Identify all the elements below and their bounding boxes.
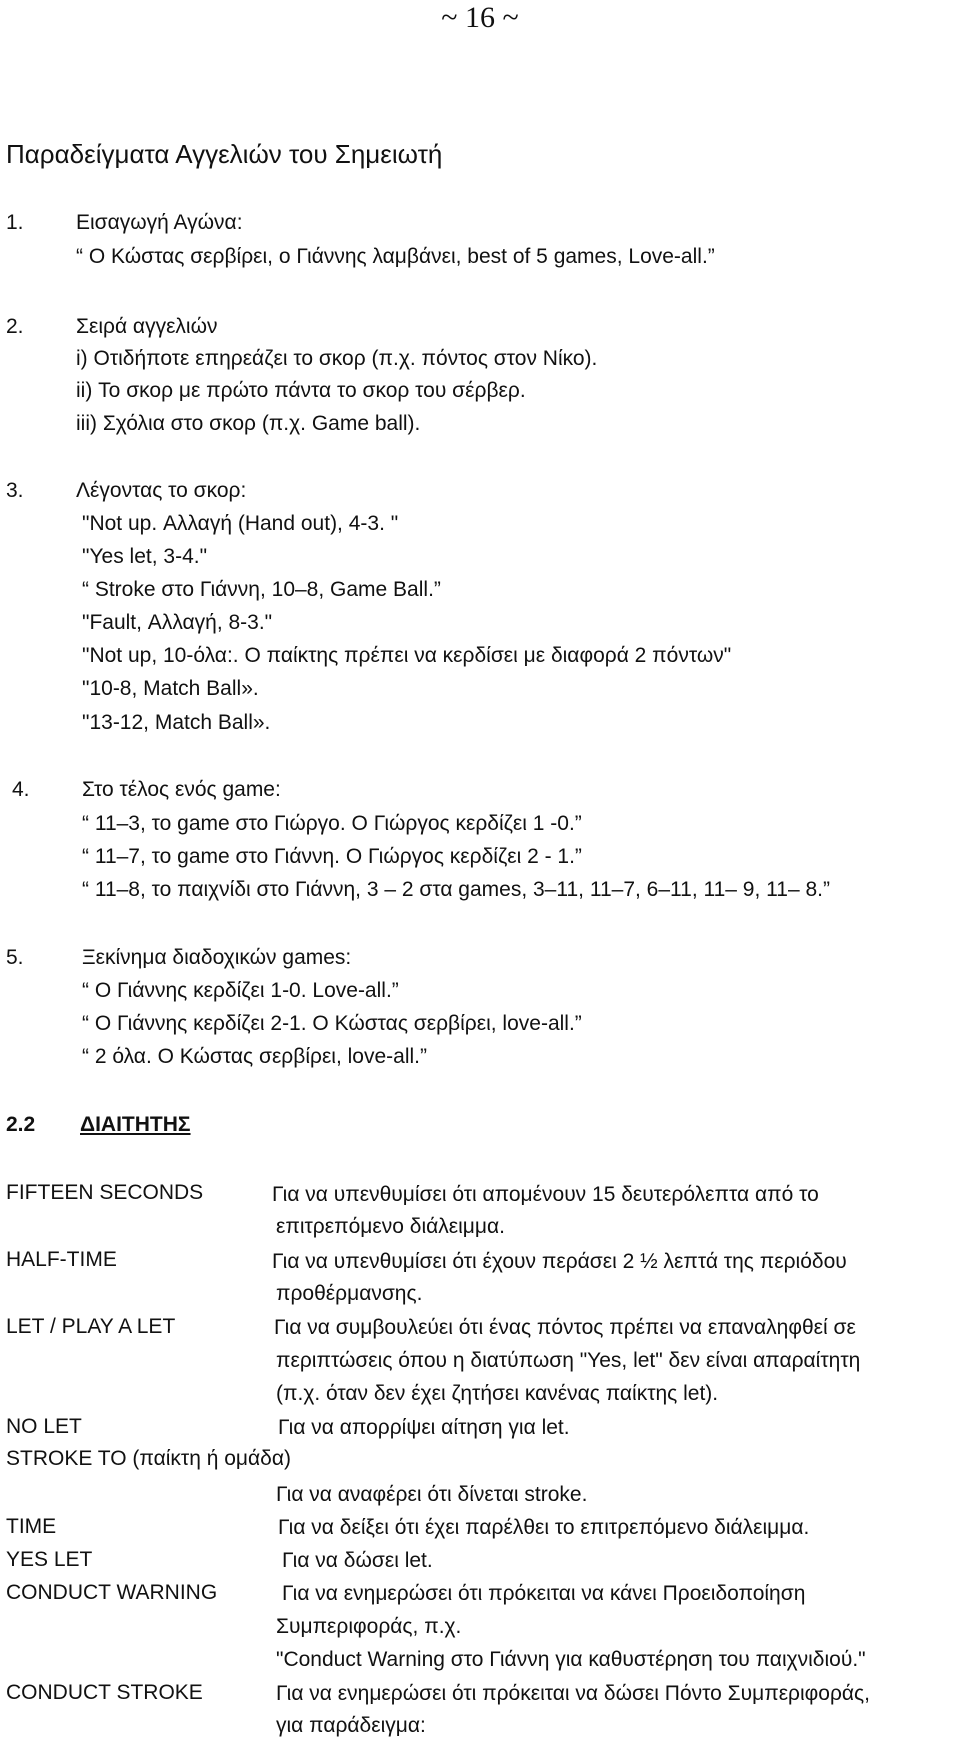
call-term: STROKE TO (παίκτη ή ομάδα) <box>6 1447 291 1470</box>
item-line: "Fault, Αλλαγή, 8-3." <box>82 611 273 634</box>
call-description: επιτρεπόμενο διάλειμμα. <box>276 1215 505 1238</box>
section-heading: ΔΙΑΙΤΗΤΗΣ <box>80 1113 191 1136</box>
item-title: Στο τέλος ενός game: <box>82 778 281 801</box>
call-description: Για να δείξει ότι έχει παρέλθει το επιτρεπόμενο διάλειμμα. <box>278 1516 810 1539</box>
item-number: 5. <box>6 946 24 969</box>
call-term: LET / PLAY A LET <box>6 1315 176 1338</box>
item-title: Εισαγωγή Αγώνα: <box>76 211 243 234</box>
item-number: 1. <box>6 211 24 234</box>
call-term: YES LET <box>6 1548 93 1571</box>
section-title: Παραδείγματα Αγγελιών του Σημειωτή <box>6 139 443 169</box>
section-number: 2.2 <box>6 1113 36 1136</box>
item-number: 3. <box>6 479 24 502</box>
call-term: HALF-TIME <box>6 1248 117 1271</box>
call-description: Για να δώσει let. <box>282 1549 433 1572</box>
call-term: TIME <box>6 1515 57 1538</box>
item-line: “ 11–7, το game στο Γιάννη. Ο Γιώργος κερδίζει 2 - 1.” <box>82 845 582 868</box>
call-description: Για να αναφέρει ότι δίνεται stroke. <box>276 1483 588 1506</box>
item-line: "13-12, Match Ball». <box>82 711 271 734</box>
item-title: Ξεκίνημα διαδοχικών games: <box>82 946 352 969</box>
item-title: Λέγοντας το σκορ: <box>76 479 247 502</box>
item-number: 2. <box>6 315 24 338</box>
call-description: (π.χ. όταν δεν έχει ζητήσει κανένας παίκτης let). <box>276 1382 719 1405</box>
call-term: CONDUCT STROKE <box>6 1681 203 1704</box>
call-description: Για να απορρίψει αίτηση για let. <box>278 1416 570 1439</box>
item-number: 4. <box>12 778 30 801</box>
call-term: FIFTEEN SECONDS <box>6 1181 204 1204</box>
call-description: περιπτώσεις όπου η διατύπωση "Yes, let" δεν είναι απαραίτητη <box>276 1349 861 1372</box>
item-line: "Yes let, 3-4." <box>82 545 208 568</box>
item-line: "10-8, Match Ball». <box>82 677 259 700</box>
item-line: “ 2 όλα. Ο Κώστας σερβίρει, love-all.” <box>82 1045 427 1068</box>
call-term: NO LET <box>6 1415 82 1438</box>
item-line: “ 11–3, το game στο Γιώργο. Ο Γιώργος κερδίζει 1 -0.” <box>82 812 582 835</box>
item-line: iii) Σχόλια στο σκορ (π.χ. Game ball). <box>76 412 421 435</box>
call-description: Για να συμβουλεύει ότι ένας πόντος πρέπει να επαναληφθεί σε <box>274 1316 856 1339</box>
item-line: “ Ο Κώστας σερβίρει, ο Γιάννης λαμβάνει, best of 5 games, Love-all.” <box>76 245 715 268</box>
call-description: Συμπεριφοράς, π.χ. <box>276 1615 462 1638</box>
call-description: Για να υπενθυμίσει ότι απομένουν 15 δευτερόλεπτα από το <box>272 1183 819 1206</box>
call-description: Για να ενημερώσει ότι πρόκειται να κάνει Προειδοποίηση <box>282 1582 806 1605</box>
page-number: ~ 16 ~ <box>441 1 519 34</box>
call-description: για παράδειγμα: <box>276 1714 426 1737</box>
item-line: “ 11–8, το παιχνίδι στο Γιάννη, 3 – 2 στα games, 3–11, 11–7, 6–11, 11– 9, 11– 8.” <box>82 878 830 901</box>
item-title: Σειρά αγγελιών <box>76 315 218 338</box>
call-description: "Conduct Warning στο Γιάννη για καθυστέρηση του παιχνιδιού." <box>276 1648 866 1671</box>
call-description: Για να ενημερώσει ότι πρόκειται να δώσει Πόντο Συμπεριφοράς, <box>276 1682 871 1705</box>
item-line: "Not up, 10-όλα:. Ο παίκτης πρέπει να κερδίσει με διαφορά 2 πόντων" <box>82 644 732 667</box>
item-line: “ Ο Γιάννης κερδίζει 1-0. Love-all.” <box>82 979 399 1002</box>
call-term: CONDUCT WARNING <box>6 1581 218 1604</box>
item-line: “ Ο Γιάννης κερδίζει 2-1. Ο Κώστας σερβίρει, love-all.” <box>82 1012 582 1035</box>
call-description: Για να υπενθυμίσει ότι έχουν περάσει 2 ½ λεπτά της περιόδου <box>272 1250 847 1273</box>
item-line: ii) Το σκορ με πρώτο πάντα το σκορ του σέρβερ. <box>76 379 526 402</box>
item-line: i) Οτιδήποτε επηρεάζει το σκορ (π.χ. πόντος στον Νίκο). <box>76 347 598 370</box>
item-line: "Not up. Αλλαγή (Hand out), 4-3. " <box>82 512 399 535</box>
call-description: προθέρμανσης. <box>276 1282 423 1305</box>
item-line: “ Stroke στο Γιάννη, 10–8, Game Ball.” <box>82 578 441 601</box>
